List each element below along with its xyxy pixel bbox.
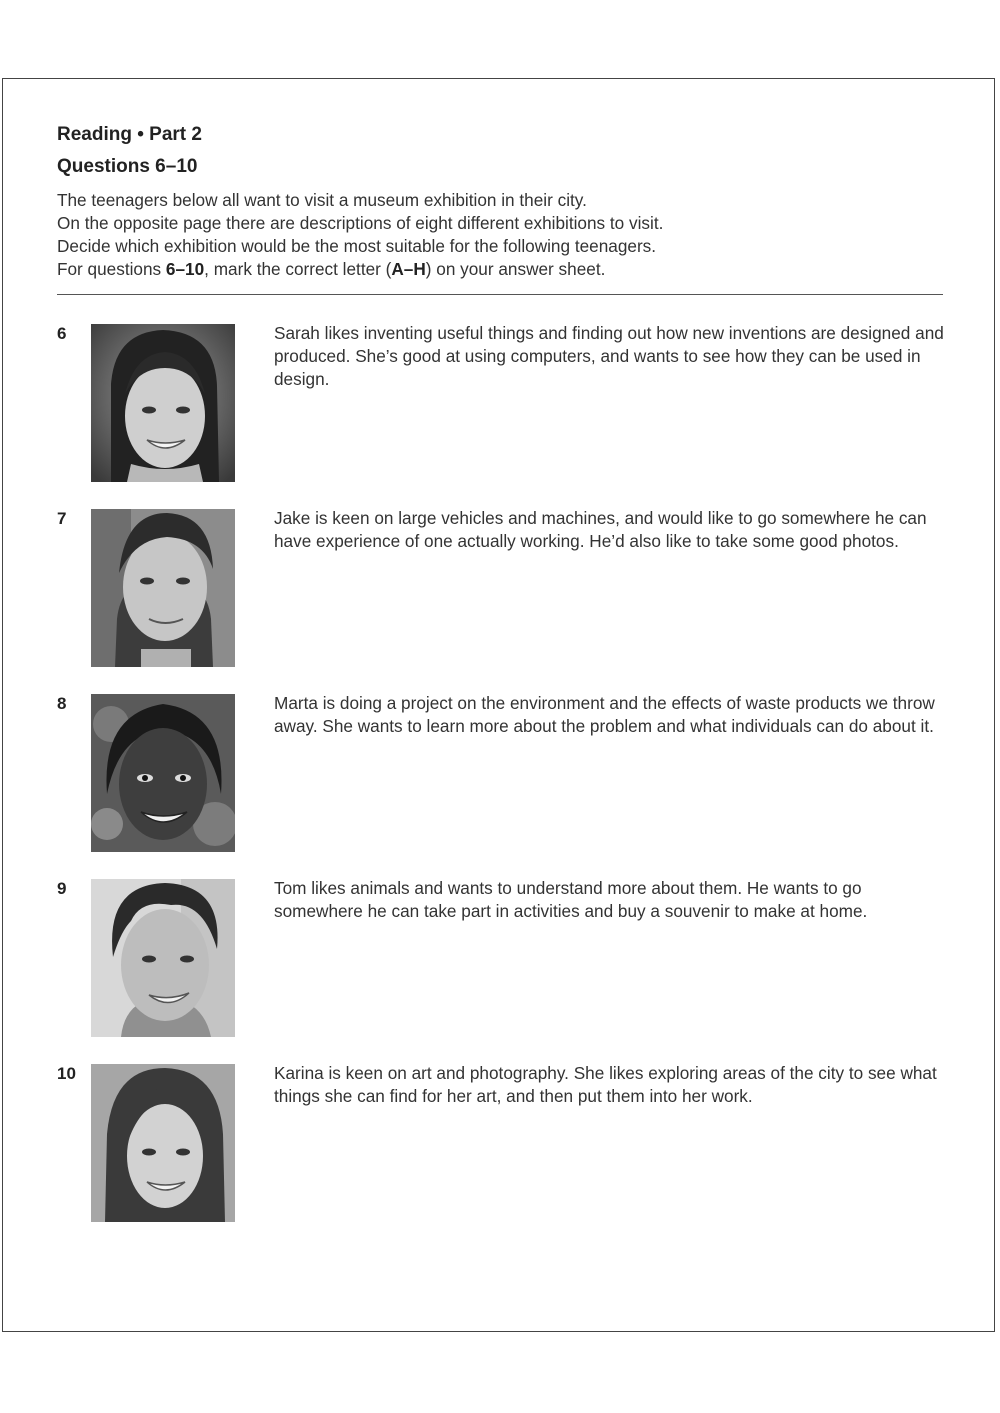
questions-range-title: Questions 6–10 [57, 156, 198, 177]
question-item [57, 879, 943, 1039]
instruction-line: The teenagers below all want to visit a museum exhibition in their city. [57, 190, 587, 210]
girl-portrait-photo [91, 694, 235, 852]
question-number: 9 [57, 879, 67, 898]
question-text: Tom likes animals and wants to understand more about them. He wants to go somewhere he can take part in activities and buy a souvenir to make at home. [274, 878, 868, 921]
question-number: 7 [57, 509, 67, 528]
question-text: Jake is keen on large vehicles and machines, and would like to go somewhere he can have experience of one actually working. He’d also like to take some good photos. [274, 508, 927, 551]
question-number: 8 [57, 694, 67, 713]
instruction-text: For questions [57, 259, 166, 279]
girl-portrait-photo [91, 324, 235, 482]
divider [57, 294, 943, 295]
question-item [57, 694, 943, 854]
instruction-line: Decide which exhibition would be the most suitable for the following teenagers. [57, 236, 657, 256]
boy-portrait-photo [91, 509, 235, 667]
question-text: Marta is doing a project on the environment and the effects of waste products we throw away. She wants to learn more about the problem and what individuals can do about it. [274, 693, 935, 736]
instruction-bold: A–H [391, 259, 426, 279]
instruction-bold: 6–10 [165, 259, 205, 279]
boy-portrait-photo [91, 879, 235, 1037]
question-text: Karina is keen on art and photography. She likes exploring areas of the city to see what things she can find for her art, and then put them into her work. [274, 1063, 937, 1106]
section-title: Reading • Part 2 [57, 124, 202, 145]
question-number: 10 [57, 1064, 76, 1083]
question-number: 6 [57, 324, 67, 343]
instruction-line [57, 258, 957, 281]
question-item [57, 1064, 943, 1224]
instruction-text: ) on your answer sheet. [425, 259, 606, 279]
question-text: Sarah likes inventing useful things and finding out how new inventions are designed and produced. She’s good at using computers, and wants to see how they can be used in design. [274, 323, 944, 389]
question-item [57, 509, 943, 669]
girl-portrait-photo [91, 1064, 235, 1222]
question-item [57, 324, 943, 484]
instruction-text: , mark the correct letter ( [204, 259, 392, 279]
instructions [57, 189, 957, 281]
instruction-line: On the opposite page there are descriptions of eight different exhibitions to visit. [57, 213, 664, 233]
